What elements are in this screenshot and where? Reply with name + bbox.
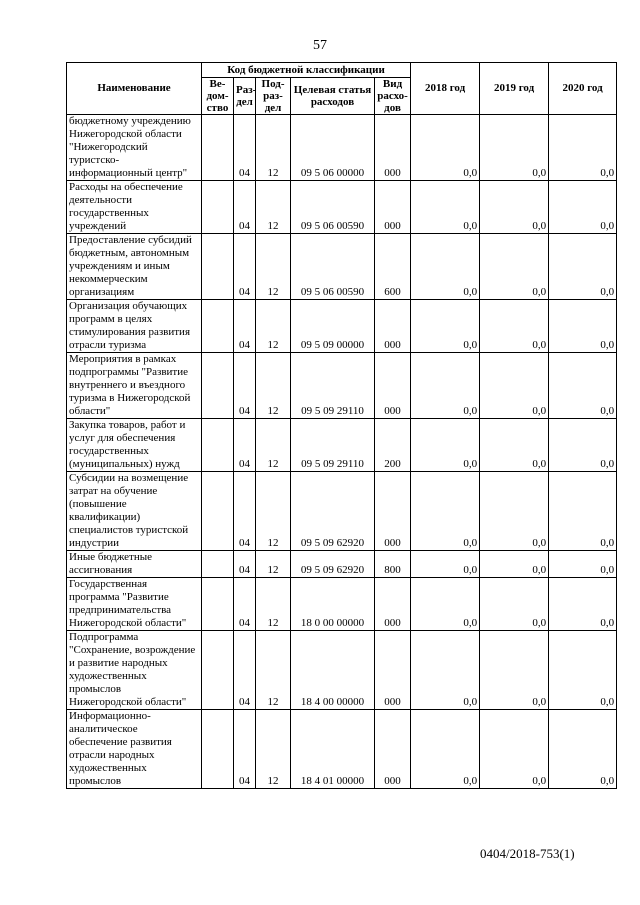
cell-2019: 0,0: [480, 578, 549, 631]
cell-podrazdel: 12: [256, 551, 291, 578]
cell-vedomstvo: [202, 631, 234, 710]
cell-2019: 0,0: [480, 419, 549, 472]
table-row: [67, 551, 617, 578]
cell-celevaya: 09 5 06 00590: [291, 234, 375, 300]
header-vedomstvo: Ве- дом- ство: [202, 78, 234, 115]
cell-razdel: 04: [234, 181, 256, 234]
cell-2020: 0,0: [549, 472, 617, 551]
cell-2018: 0,0: [411, 631, 480, 710]
header-2019: 2019 год: [480, 63, 549, 115]
cell-name: Закупка товаров, работ и услуг для обеспечения государственных (муниципальных) нужд: [67, 419, 202, 472]
cell-celevaya: 09 5 09 29110: [291, 353, 375, 419]
cell-2020: 0,0: [549, 551, 617, 578]
cell-vedomstvo: [202, 181, 234, 234]
cell-podrazdel: 12: [256, 710, 291, 789]
cell-celevaya: 09 5 09 62920: [291, 472, 375, 551]
budget-table: [66, 62, 617, 789]
cell-vid: 200: [375, 419, 411, 472]
cell-2019: 0,0: [480, 551, 549, 578]
cell-razdel: 04: [234, 631, 256, 710]
cell-2019: 0,0: [480, 181, 549, 234]
cell-2018: 0,0: [411, 578, 480, 631]
cell-2020: 0,0: [549, 631, 617, 710]
cell-razdel: 04: [234, 710, 256, 789]
cell-razdel: 04: [234, 234, 256, 300]
cell-celevaya: 09 5 06 00590: [291, 181, 375, 234]
cell-celevaya: 18 4 01 00000: [291, 710, 375, 789]
table-row: [67, 472, 617, 551]
cell-celevaya: 18 0 00 00000: [291, 578, 375, 631]
cell-celevaya: 09 5 09 00000: [291, 300, 375, 353]
cell-name: Мероприятия в рамках подпрограммы "Развитие внутреннего и въездного туризма в Нижегородской области": [67, 353, 202, 419]
document-code: 0404/2018-753(1): [480, 846, 575, 861]
table-row: [67, 631, 617, 710]
cell-vid: 000: [375, 631, 411, 710]
cell-2019: 0,0: [480, 353, 549, 419]
cell-2018: 0,0: [411, 115, 480, 181]
cell-razdel: 04: [234, 472, 256, 551]
cell-podrazdel: 12: [256, 353, 291, 419]
cell-vid: 000: [375, 578, 411, 631]
cell-2020: 0,0: [549, 710, 617, 789]
cell-celevaya: 09 5 09 62920: [291, 551, 375, 578]
cell-2019: 0,0: [480, 710, 549, 789]
cell-2018: 0,0: [411, 300, 480, 353]
cell-vid: 000: [375, 353, 411, 419]
cell-celevaya: 09 5 06 00000: [291, 115, 375, 181]
cell-vedomstvo: [202, 419, 234, 472]
cell-2020: 0,0: [549, 181, 617, 234]
cell-vid: 800: [375, 551, 411, 578]
cell-2020: 0,0: [549, 419, 617, 472]
cell-2018: 0,0: [411, 181, 480, 234]
cell-2018: 0,0: [411, 710, 480, 789]
cell-podrazdel: 12: [256, 234, 291, 300]
header-classification: Код бюджетной классификации: [202, 63, 411, 78]
cell-name: Предоставление субсидий бюджетным, автономным учреждениям и иным некоммерческим организациям: [67, 234, 202, 300]
header-vid: Вид расхо- дов: [375, 78, 411, 115]
cell-razdel: 04: [234, 578, 256, 631]
cell-name: Субсидии на возмещение затрат на обучение (повышение квалификации) специалистов туристской индустрии: [67, 472, 202, 551]
cell-name: Иные бюджетные ассигнования: [67, 551, 202, 578]
cell-2018: 0,0: [411, 353, 480, 419]
cell-2018: 0,0: [411, 551, 480, 578]
cell-razdel: 04: [234, 300, 256, 353]
cell-2018: 0,0: [411, 419, 480, 472]
cell-celevaya: 09 5 09 29110: [291, 419, 375, 472]
cell-name: Информационно- аналитическое обеспечение развития отрасли народных художественных промыслов: [67, 710, 202, 789]
cell-vid: 000: [375, 710, 411, 789]
cell-podrazdel: 12: [256, 631, 291, 710]
cell-podrazdel: 12: [256, 115, 291, 181]
cell-2019: 0,0: [480, 115, 549, 181]
cell-vid: 600: [375, 234, 411, 300]
cell-2018: 0,0: [411, 234, 480, 300]
cell-vedomstvo: [202, 710, 234, 789]
cell-2019: 0,0: [480, 300, 549, 353]
header-razdel: Раз- дел: [234, 78, 256, 115]
cell-2020: 0,0: [549, 115, 617, 181]
cell-vedomstvo: [202, 115, 234, 181]
table-row: [67, 181, 617, 234]
cell-razdel: 04: [234, 551, 256, 578]
cell-vid: 000: [375, 181, 411, 234]
cell-vid: 000: [375, 472, 411, 551]
table-row: [67, 115, 617, 181]
cell-celevaya: 18 4 00 00000: [291, 631, 375, 710]
header-2018: 2018 год: [411, 63, 480, 115]
cell-razdel: 04: [234, 419, 256, 472]
cell-2018: 0,0: [411, 472, 480, 551]
header-podrazdel: Под- раз- дел: [256, 78, 291, 115]
cell-name: Организация обучающих программ в целях стимулирования развития отрасли туризма: [67, 300, 202, 353]
cell-vedomstvo: [202, 472, 234, 551]
table-row: [67, 353, 617, 419]
cell-vedomstvo: [202, 234, 234, 300]
cell-name: Расходы на обеспечение деятельности государственных учреждений: [67, 181, 202, 234]
cell-vedomstvo: [202, 353, 234, 419]
cell-razdel: 04: [234, 115, 256, 181]
page-number: 57: [313, 38, 327, 53]
cell-podrazdel: 12: [256, 419, 291, 472]
cell-vid: 000: [375, 115, 411, 181]
header-2020: 2020 год: [549, 63, 617, 115]
cell-podrazdel: 12: [256, 578, 291, 631]
cell-2020: 0,0: [549, 353, 617, 419]
cell-vedomstvo: [202, 551, 234, 578]
table-row: [67, 419, 617, 472]
cell-name: Подпрограмма "Сохранение, возрождение и развитие народных художественных промыслов Нижегородской области": [67, 631, 202, 710]
cell-vedomstvo: [202, 578, 234, 631]
cell-razdel: 04: [234, 353, 256, 419]
cell-name: бюджетному учреждению Нижегородской области "Нижегородский туристско- информационный центр": [67, 115, 202, 181]
table-row: [67, 234, 617, 300]
cell-podrazdel: 12: [256, 300, 291, 353]
header-celevaya: Целевая статья расходов: [291, 78, 375, 115]
cell-2020: 0,0: [549, 234, 617, 300]
cell-vedomstvo: [202, 300, 234, 353]
cell-podrazdel: 12: [256, 472, 291, 551]
table-row: [67, 300, 617, 353]
cell-name: Государственная программа "Развитие предпринимательства Нижегородской области": [67, 578, 202, 631]
cell-podrazdel: 12: [256, 181, 291, 234]
cell-vid: 000: [375, 300, 411, 353]
table-row: [67, 578, 617, 631]
cell-2019: 0,0: [480, 631, 549, 710]
table-row: [67, 710, 617, 789]
cell-2020: 0,0: [549, 578, 617, 631]
cell-2019: 0,0: [480, 472, 549, 551]
header-name: Наименование: [67, 63, 202, 115]
cell-2020: 0,0: [549, 300, 617, 353]
cell-2019: 0,0: [480, 234, 549, 300]
